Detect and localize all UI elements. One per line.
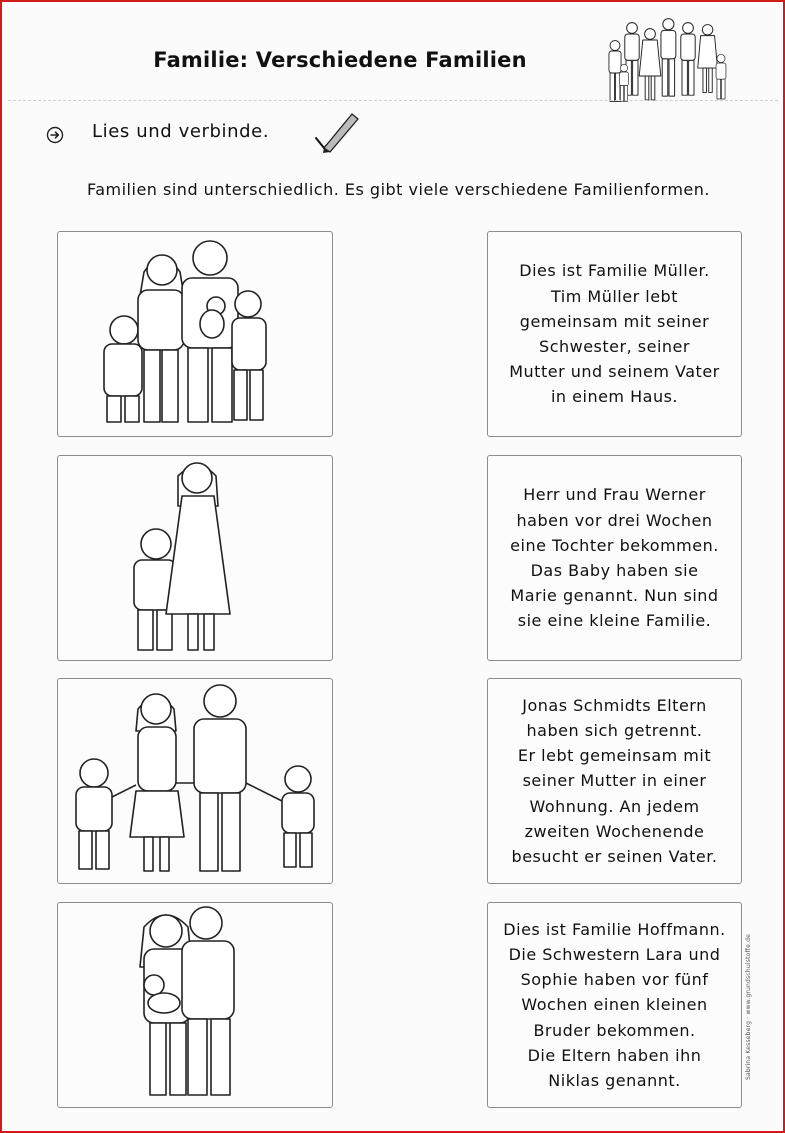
header-divider bbox=[8, 100, 778, 101]
boy-figure bbox=[104, 316, 142, 422]
page-title: Familie: Verschiedene Familien bbox=[153, 48, 527, 72]
text-line: Dies ist Familie Müller. bbox=[519, 261, 710, 281]
text-line: seiner Mutter in einer bbox=[522, 771, 707, 791]
text-line: Herr und Frau Werner bbox=[523, 485, 706, 505]
girl-figure bbox=[282, 766, 314, 867]
father-figure bbox=[194, 685, 246, 871]
mother-figure bbox=[130, 694, 184, 871]
text-line: Wochen einen kleinen bbox=[521, 995, 708, 1015]
text-line: Das Baby haben sie bbox=[530, 561, 699, 580]
text-line: Jonas Schmidts Eltern bbox=[522, 695, 707, 715]
pencil-check-icon bbox=[314, 110, 362, 154]
text-line: Bruder bekommen. bbox=[533, 1020, 696, 1040]
text-line: Die Eltern haben ihn bbox=[527, 1045, 702, 1065]
text-line: Tim Müller lebt bbox=[551, 286, 678, 306]
boy-figure bbox=[76, 759, 112, 869]
text-line: Niklas genannt. bbox=[548, 1071, 681, 1090]
text-line: Er lebt gemeinsam mit bbox=[517, 746, 712, 766]
text-box-2 bbox=[487, 455, 742, 661]
text-line: gemeinsam mit seiner bbox=[519, 311, 710, 331]
text-line: Die Schwestern Lara und bbox=[508, 944, 721, 964]
text-line: Marie genannt. Nun sind bbox=[510, 586, 719, 606]
text-line: Mutter und seinem Vater bbox=[509, 362, 720, 382]
picture-box-4 bbox=[57, 902, 333, 1108]
girl-figure bbox=[232, 291, 266, 420]
text-line: haben vor drei Wochen bbox=[516, 510, 713, 530]
text-box-4 bbox=[487, 902, 742, 1108]
text-line: zweiten Wochenende bbox=[524, 821, 705, 841]
intro-text: Familien sind unterschiedlich. Es gibt viele verschiedene Familienformen. bbox=[86, 180, 710, 199]
picture-box-1 bbox=[57, 231, 333, 437]
text-line: Sophie haben vor fünf bbox=[520, 970, 709, 990]
father-figure bbox=[182, 907, 234, 1095]
text-line: in einem Haus. bbox=[550, 387, 678, 407]
text-box-1 bbox=[487, 231, 742, 437]
text-line: Schwester, seiner bbox=[539, 337, 690, 356]
text-line: sie eine kleine Familie. bbox=[517, 611, 712, 631]
text-line: besucht er seinen Vater. bbox=[511, 847, 718, 866]
picture-box-3 bbox=[57, 678, 333, 884]
text-line: Wohnung. An jedem bbox=[529, 796, 700, 816]
mother-figure bbox=[166, 463, 230, 650]
credit-text: Sabrina Kesseberg · www.grundschulstoffe.de bbox=[745, 933, 752, 1080]
mother-figure bbox=[138, 255, 184, 422]
text-line: haben sich getrennt. bbox=[526, 720, 703, 740]
picture-box-2 bbox=[57, 455, 333, 661]
text-line: Dies ist Familie Hoffmann. bbox=[503, 919, 726, 939]
text-box-3 bbox=[487, 678, 742, 884]
text-line: eine Tochter bekommen. bbox=[510, 535, 719, 555]
family-group-illustration bbox=[600, 14, 742, 110]
instruction-text: Lies und verbinde. bbox=[92, 121, 270, 142]
circled-arrow-right-icon bbox=[46, 126, 64, 144]
